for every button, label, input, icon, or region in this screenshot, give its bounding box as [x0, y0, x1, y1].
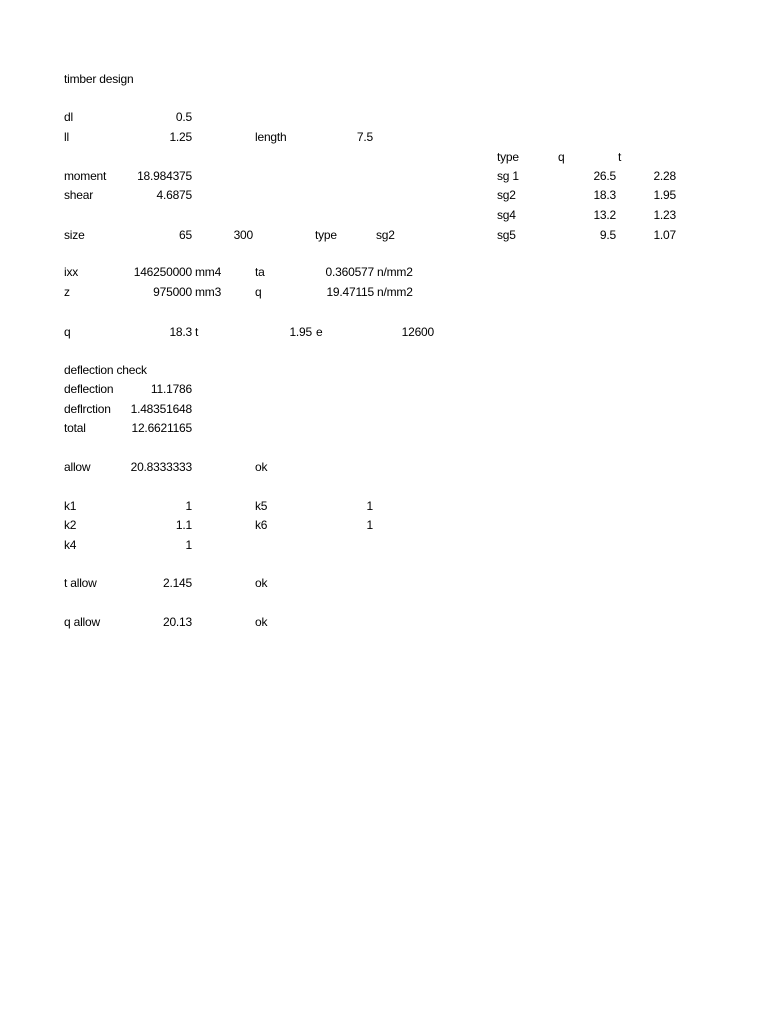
deflrction-value: 1.48351648: [130, 402, 192, 416]
z-label: z: [64, 285, 70, 299]
type-table-row-q: 18.3: [593, 188, 616, 202]
moment-value: 18.984375: [137, 169, 192, 183]
q-stress-unit: n/mm2: [377, 285, 413, 299]
length-label: length: [255, 130, 287, 144]
ta-value: 0.360577: [325, 265, 374, 279]
size-depth: 300: [233, 228, 253, 242]
ta-unit: n/mm2: [377, 265, 413, 279]
q-stress-label: q: [255, 285, 262, 299]
type-table-row-type: sg5: [497, 228, 516, 242]
size-breadth: 65: [179, 228, 192, 242]
type-table-row-t: 1.95: [653, 188, 676, 202]
allow-label: allow: [64, 460, 91, 474]
dl-value: 0.5: [175, 110, 192, 124]
k6-value: 1: [366, 518, 373, 532]
k5-label: k5: [255, 499, 268, 513]
total-value: 12.6621165: [131, 421, 192, 435]
type-table-row-type: sg2: [497, 188, 516, 202]
t-allow-value: 2.145: [162, 576, 192, 590]
type-table-row-t: 1.07: [653, 228, 676, 242]
shear-value: 4.6875: [156, 188, 192, 202]
allow-value: 20.8333333: [130, 460, 192, 474]
ll-value: 1.25: [169, 130, 192, 144]
k4-value: 1: [185, 538, 192, 552]
k5-value: 1: [366, 499, 373, 513]
k1-value: 1: [185, 499, 192, 513]
ixx-label: ixx: [64, 265, 79, 279]
type-table-row-t: 2.28: [653, 169, 676, 183]
t-prop-value: 1.95: [289, 325, 312, 339]
t-prop-label: t: [195, 325, 199, 339]
q-allow-value: 20.13: [162, 615, 192, 629]
type-value: sg2: [376, 228, 395, 242]
allow-status: ok: [255, 460, 268, 474]
size-label: size: [64, 228, 85, 242]
k4-label: k4: [64, 538, 77, 552]
ta-label: ta: [255, 265, 265, 279]
total-label: total: [64, 421, 86, 435]
t-allow-label: t allow: [64, 576, 97, 590]
k2-value: 1.1: [175, 518, 192, 532]
z-unit: mm3: [195, 285, 222, 299]
ixx-unit: mm4: [195, 265, 222, 279]
type-table-row-t: 1.23: [653, 208, 676, 222]
deflection-label: deflection: [64, 382, 114, 396]
type-table-row-type: sg 1: [497, 169, 519, 183]
ll-label: ll: [64, 130, 69, 144]
q-prop-label: q: [64, 325, 71, 339]
q-prop-value: 18.3: [169, 325, 192, 339]
type-table-header-t: t: [618, 150, 622, 164]
dl-label: dl: [64, 110, 73, 124]
z-value: 975000: [153, 285, 192, 299]
ixx-value: 146250000: [133, 265, 192, 279]
k1-label: k1: [64, 499, 77, 513]
deflrction-label: deflrction: [64, 402, 111, 416]
t-allow-status: ok: [255, 576, 268, 590]
type-table-row-q: 13.2: [593, 208, 616, 222]
deflection-value: 11.1786: [150, 382, 192, 396]
q-allow-status: ok: [255, 615, 268, 629]
q-allow-label: q allow: [64, 615, 100, 629]
type-table-header-q: q: [558, 150, 565, 164]
e-prop-value: 12600: [401, 325, 434, 339]
moment-label: moment: [64, 169, 107, 183]
q-stress-value: 19.47115: [326, 285, 374, 299]
page-title: timber design: [64, 72, 134, 86]
e-prop-label: e: [316, 325, 323, 339]
type-table-row-q: 9.5: [599, 228, 616, 242]
type-table-row-q: 26.5: [593, 169, 616, 183]
type-label: type: [315, 228, 337, 242]
k2-label: k2: [64, 518, 77, 532]
type-table-row-type: sg4: [497, 208, 516, 222]
length-value: 7.5: [356, 130, 373, 144]
k6-label: k6: [255, 518, 268, 532]
deflection-heading: deflection check: [64, 363, 147, 377]
shear-label: shear: [64, 188, 94, 202]
type-table-header-type: type: [497, 150, 519, 164]
